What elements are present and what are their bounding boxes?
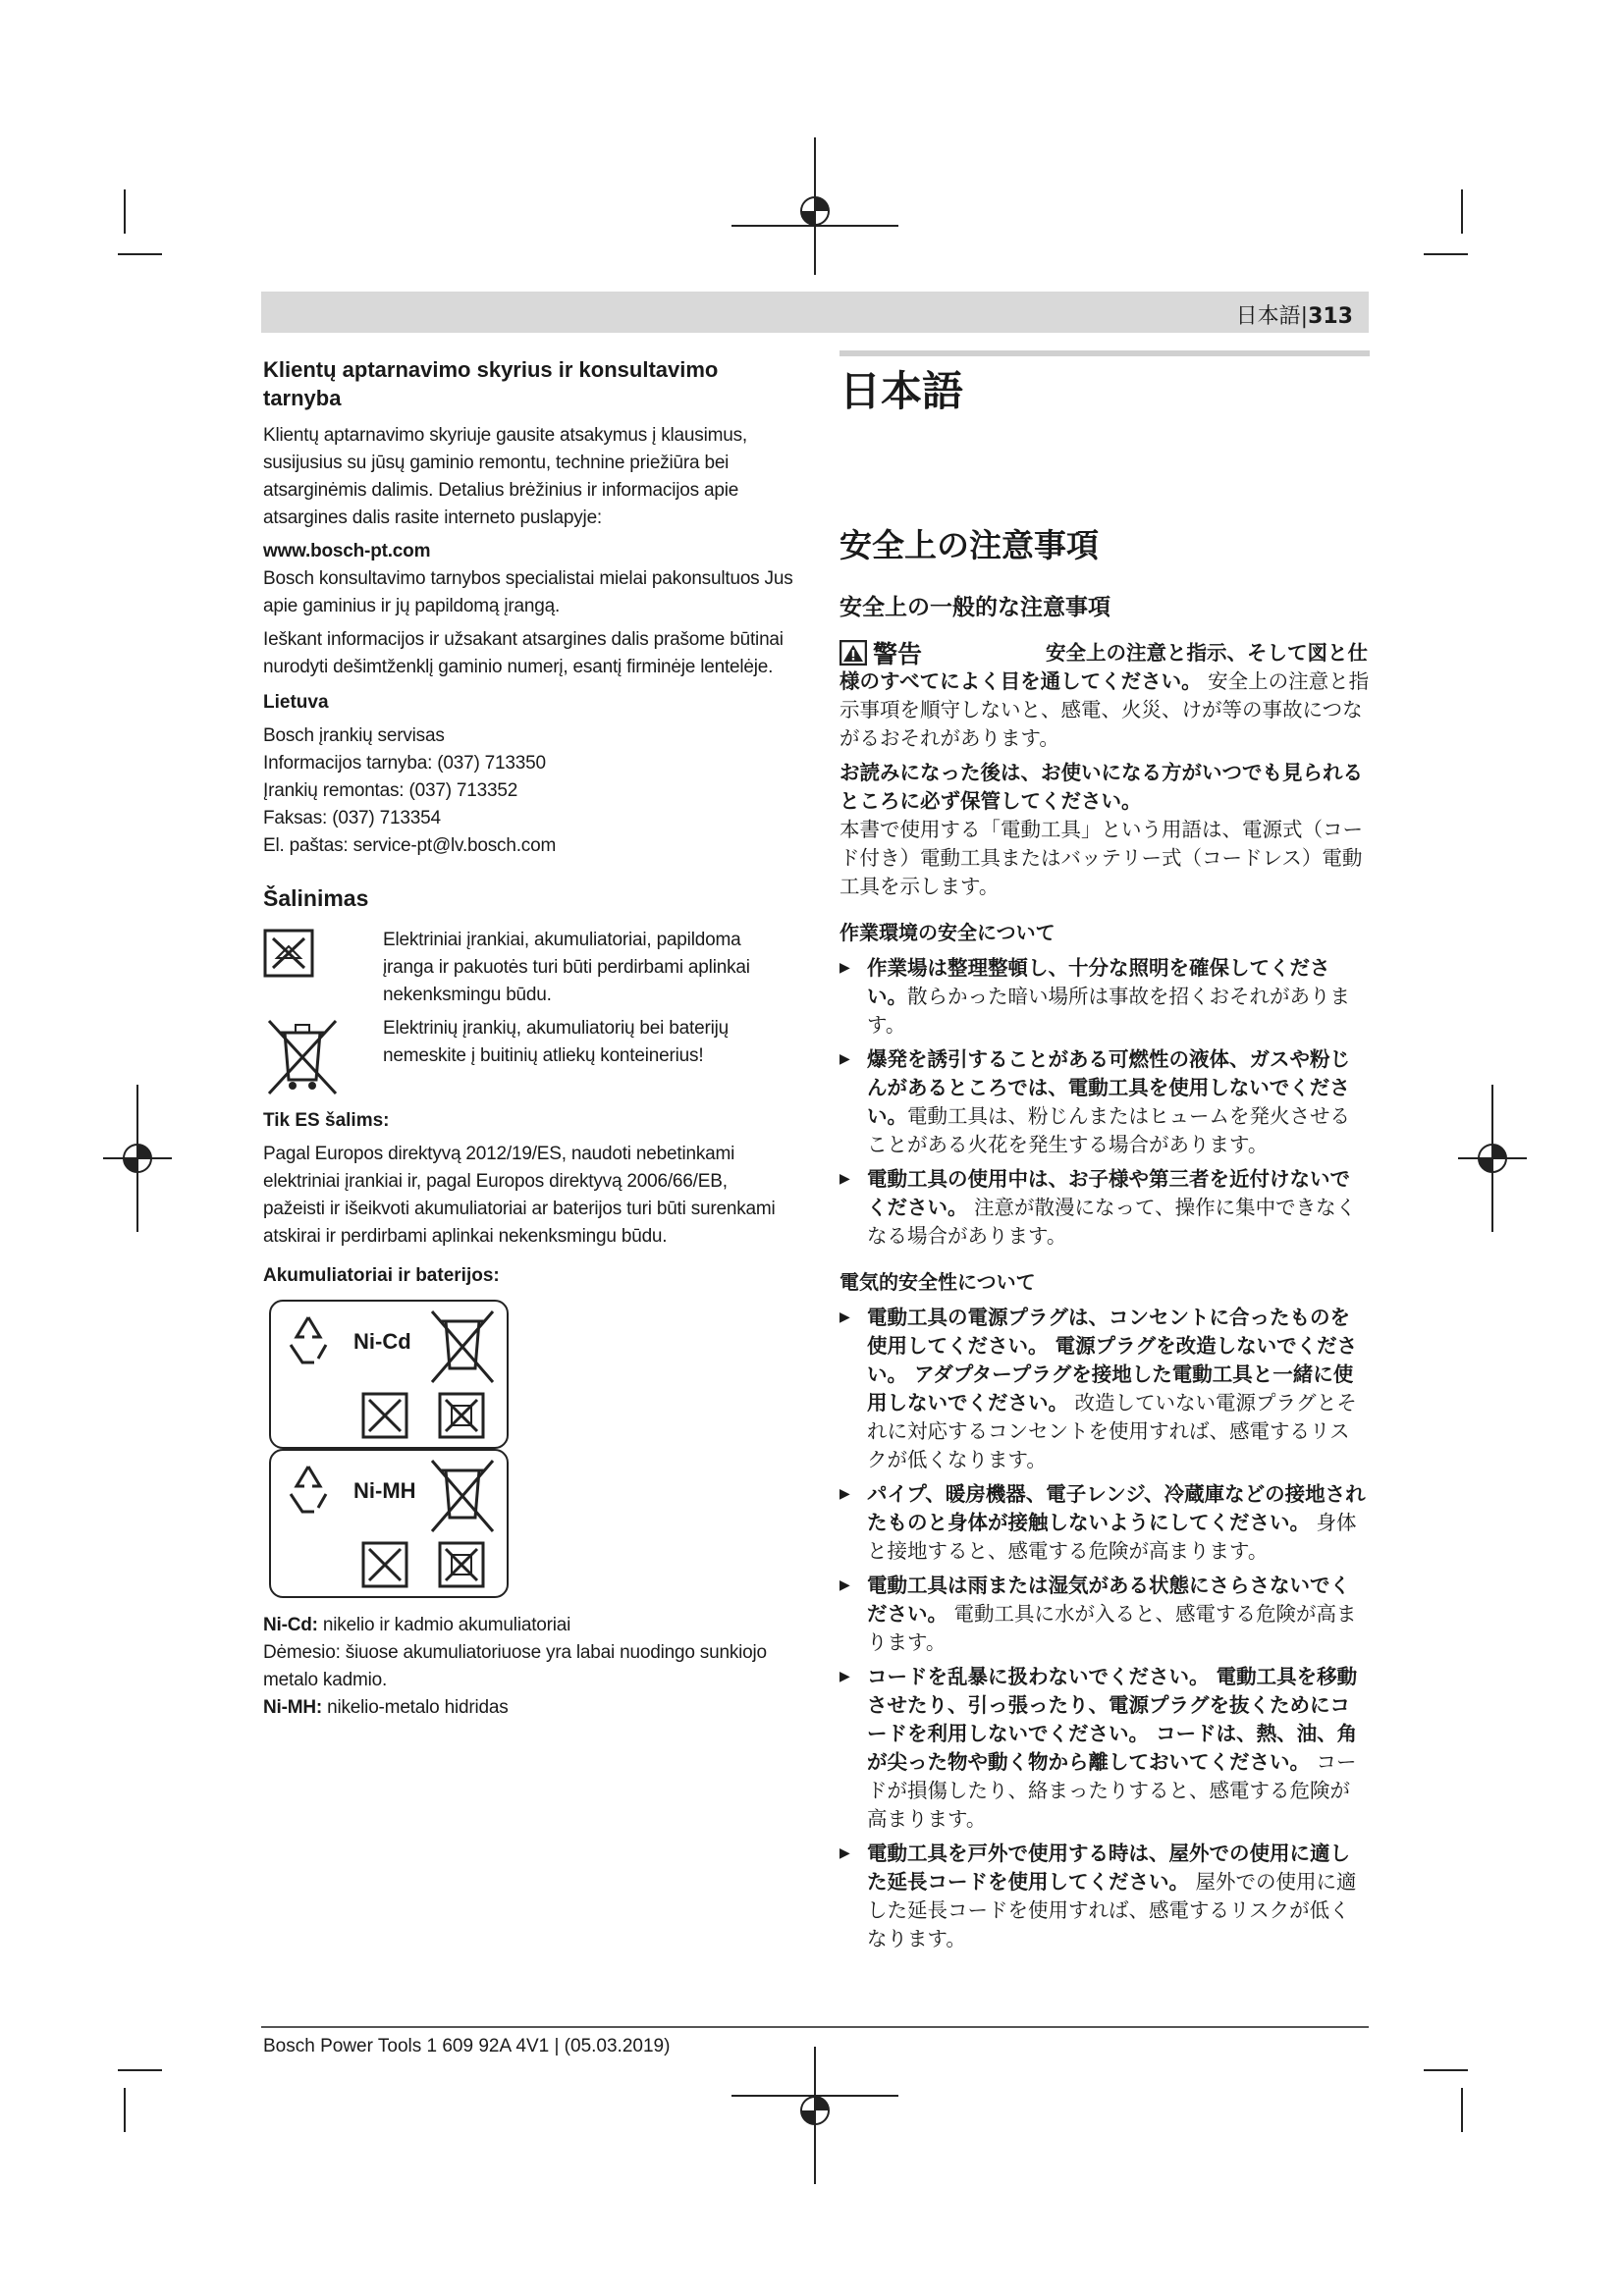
bullet-text: 散らかった暗い場所は事故を招くおそれがあります。	[867, 985, 1350, 1037]
nicd-definition	[263, 1612, 793, 1639]
safety-bullet	[839, 1045, 1370, 1159]
safety-bullet	[839, 954, 1370, 1040]
safety-title: 安全上の注意事項	[839, 526, 1099, 564]
bullet-bold: 電動工具の使用中は、お子様や第三者を近付けないでください。	[867, 1167, 1350, 1219]
page-header	[261, 292, 1369, 333]
term-definition: 本書で使用する「電動工具」という用語は、電源式（コード付き）電動工具またはバッテリー式（コードレス）電動工具を示します。	[839, 818, 1363, 898]
bullet-bold: 作業場は整理整頓し、十分な照明を確保してください。	[867, 956, 1330, 1008]
nimh-def: nikelio-metalo hidridas	[322, 1697, 509, 1718]
crop-mark	[1461, 189, 1463, 234]
nimh-definition	[263, 1694, 793, 1722]
recycle-icon	[279, 1459, 338, 1518]
crop-mark	[118, 253, 162, 255]
contact-block	[263, 722, 793, 860]
footer-text: Bosch Power Tools 1 609 92A 4V1 | (05.03.2019)	[263, 2036, 671, 2056]
service-paragraph: Klientų aptarnavimo skyriuje gausite atsakymus į klausimus, susijusius su jūsų gaminio remontu, technine priežiūra bei atsarginėmis dalimis. Detalius brėžinius ir informacijos apie atsargines dalis rasite interneto puslapyje:	[263, 425, 747, 528]
recycle-package-icon	[361, 1392, 408, 1439]
registration-mark-icon	[731, 2047, 898, 2184]
bullet-text: 電動工具は、粉じんまたはヒュームを発火させることがある火花を発生する場合があります。	[867, 1104, 1350, 1156]
crop-mark	[1424, 253, 1468, 255]
bullet-text: 屋外での使用に適した延長コードを使用すれば、感電するリスクが低くなります。	[867, 1870, 1357, 1950]
nicd-symbol-box	[269, 1300, 509, 1449]
contact-email: El. paštas: service-pt@lv.bosch.com	[263, 835, 557, 856]
contact-line: Bosch įrankių servisas	[263, 725, 445, 746]
crop-mark	[124, 2088, 126, 2132]
crossed-bin-icon	[428, 1457, 497, 1535]
right-column	[839, 350, 1370, 1959]
bullet-bold: 電動工具の電源プラグは、コンセントに合ったものを使用してください。 電源プラグを改造しないでください。 アダプタープラグを接地した電動工具と一緒に使用しないでください。	[867, 1306, 1358, 1415]
safety-bullet	[839, 1572, 1370, 1657]
header-separator: |	[1300, 304, 1309, 329]
bullet-text: 改造していない電源プラグとそれに対応するコンセントを使用すれば、感電するリスクが低くなります。	[867, 1391, 1357, 1471]
website-link[interactable]: www.bosch-pt.com	[263, 541, 431, 561]
bullet-text: コードが損傷したり、絡まったりすると、感電する危険が高まります。	[867, 1750, 1357, 1831]
language-title: 日本語	[839, 367, 964, 415]
warning-label-text: 警告	[873, 640, 923, 668]
service-paragraph: Bosch konsultavimo tarnybos specialistai mielai pakonsultuos Jus apie gaminius ir jų papildomą įrangą.	[263, 568, 793, 616]
keep-instructions: お読みになった後は、お使いになる方がいつでも見られるところに必ず保管してください。	[839, 761, 1363, 813]
crop-mark	[1461, 2088, 1463, 2132]
service-title: Klientų aptarnavimo skyrius ir konsultavimo tarnyba	[263, 357, 719, 410]
recycle-package-icon	[361, 1541, 408, 1588]
general-safety-title: 安全上の一般的な注意事項	[839, 595, 1110, 620]
eu-paragraph: Pagal Europos direktyvą 2012/19/ES, naudoti nebetinkami elektriniai įrankiai ir, pagal Europos direktyvą 2006/66/EB, pažeisti ir išeikvoti akumuliatoriai ar baterijos turi būti surenkami atskirai ir perdirbami aplinkai nekenksmingu būdu.	[263, 1144, 776, 1247]
nimh-term: Ni-MH:	[263, 1697, 323, 1718]
registration-mark-icon	[1458, 1085, 1537, 1232]
warning-triangle-icon	[839, 640, 867, 666]
safety-bullet	[839, 1840, 1370, 1953]
contact-line: Faksas: (037) 713354	[263, 808, 441, 828]
nicd-term: Ni-Cd:	[263, 1615, 318, 1635]
bullet-text: 注意が散漫になって、操作に集中できなくなる場合があります。	[867, 1196, 1357, 1248]
safety-bullet	[839, 1304, 1370, 1474]
crop-mark	[124, 189, 126, 234]
recycle-package-icon	[263, 929, 314, 978]
battery-symbols	[269, 1300, 793, 1598]
service-paragraph: Ieškant informacijos ir užsakant atsargines dalis prašome būtinai nurodyti dešimtženklį gaminio numerį, esantį firminėje lentelėje.	[263, 629, 784, 677]
left-column	[263, 355, 793, 1728]
warning-block	[839, 639, 1370, 696]
crop-mark	[118, 2069, 162, 2071]
safety-bullet	[839, 1165, 1370, 1251]
bullet-bold: コードを乱暴に扱わないでください。 電動工具を移動させたり、引っ張ったり、電源プラグを抜くためにコードを利用しないでください。 コードは、熱、油、角が尖った物や動く物から離しておいてください。	[867, 1665, 1358, 1774]
warning-body: 安全上の注意と指示事項を順守しないと、感電、火災、けが等の事故につながるおそれがあります。	[839, 669, 1370, 750]
nicd-note: Dėmesio: šiuose akumuliatoriuose yra labai nuodingo sunkiojo metalo kadmio.	[263, 1642, 767, 1690]
safety-bullet	[839, 1480, 1370, 1566]
electrical-safety-title: 電気的安全性について	[839, 1270, 1036, 1294]
eu-heading: Tik ES šalims:	[263, 1110, 390, 1131]
crossed-bin-icon	[263, 1015, 342, 1097]
bullet-bold: 電動工具は雨または湿気がある状態にさらさないでください。	[867, 1574, 1350, 1626]
section-rule	[839, 350, 1370, 356]
registration-mark-icon	[93, 1085, 172, 1232]
page-number: 313	[1308, 304, 1353, 329]
crossed-bin-icon	[428, 1308, 497, 1386]
bullet-text: 電動工具に水が入ると、感電する危険が高まります。	[867, 1602, 1357, 1654]
recycle-icon	[279, 1309, 338, 1368]
bullet-bold: パイプ、暖房機器、電子レンジ、冷蔵庫などの接地されたものと身体が接触しないようにしてください。	[867, 1482, 1366, 1534]
contact-line: Informacijos tarnyba: (037) 713350	[263, 753, 546, 774]
work-area-title: 作業環境の安全について	[839, 921, 1056, 944]
country-heading: Lietuva	[263, 692, 329, 713]
header-section-label: 日本語	[1235, 304, 1301, 329]
battery-heading: Akumuliatoriai ir baterijos:	[263, 1265, 500, 1286]
nicd-def: nikelio ir kadmio akumuliatoriai	[317, 1615, 571, 1635]
footer-rule	[261, 2026, 1369, 2028]
header-text	[1236, 299, 1353, 330]
disposal-text: Elektriniai įrankiai, akumuliatoriai, papildoma įranga ir pakuotės turi būti perdirbami aplinkai nekenksmingu būdu.	[383, 930, 750, 1005]
nimh-label: Ni-MH	[353, 1478, 416, 1503]
warning-bold: 安全上の注意と指示、そして図と仕様のすべてによく目を通してください。	[839, 641, 1368, 693]
disposal-row	[263, 1015, 793, 1099]
registration-mark-icon	[731, 137, 898, 275]
warning-label	[839, 639, 922, 670]
disposal-row	[263, 927, 793, 1009]
nimh-symbol-box	[269, 1449, 509, 1598]
bullet-text: 身体と接地すると、感電する危険が高まります。	[867, 1511, 1357, 1563]
safety-bullet	[839, 1663, 1370, 1834]
disposal-text: Elektrinių įrankių, akumuliatorių bei baterijų nemeskite į buitinių atliekų konteinerius!	[383, 1018, 729, 1066]
crop-mark	[1424, 2069, 1468, 2071]
recycle-package-icon	[438, 1392, 485, 1439]
nicd-label: Ni-Cd	[353, 1329, 411, 1354]
recycle-package-icon	[438, 1541, 485, 1588]
bullet-bold: 爆発を誘引することがある可燃性の液体、ガスや粉じんがあるところでは、電動工具を使用しないでください。	[867, 1047, 1350, 1128]
bullet-bold: 電動工具を戸外で使用する時は、屋外での使用に適した延長コードを使用してください。	[867, 1842, 1350, 1894]
contact-line: Įrankių remontas: (037) 713352	[263, 780, 518, 801]
disposal-title: Šalinimas	[263, 885, 369, 911]
